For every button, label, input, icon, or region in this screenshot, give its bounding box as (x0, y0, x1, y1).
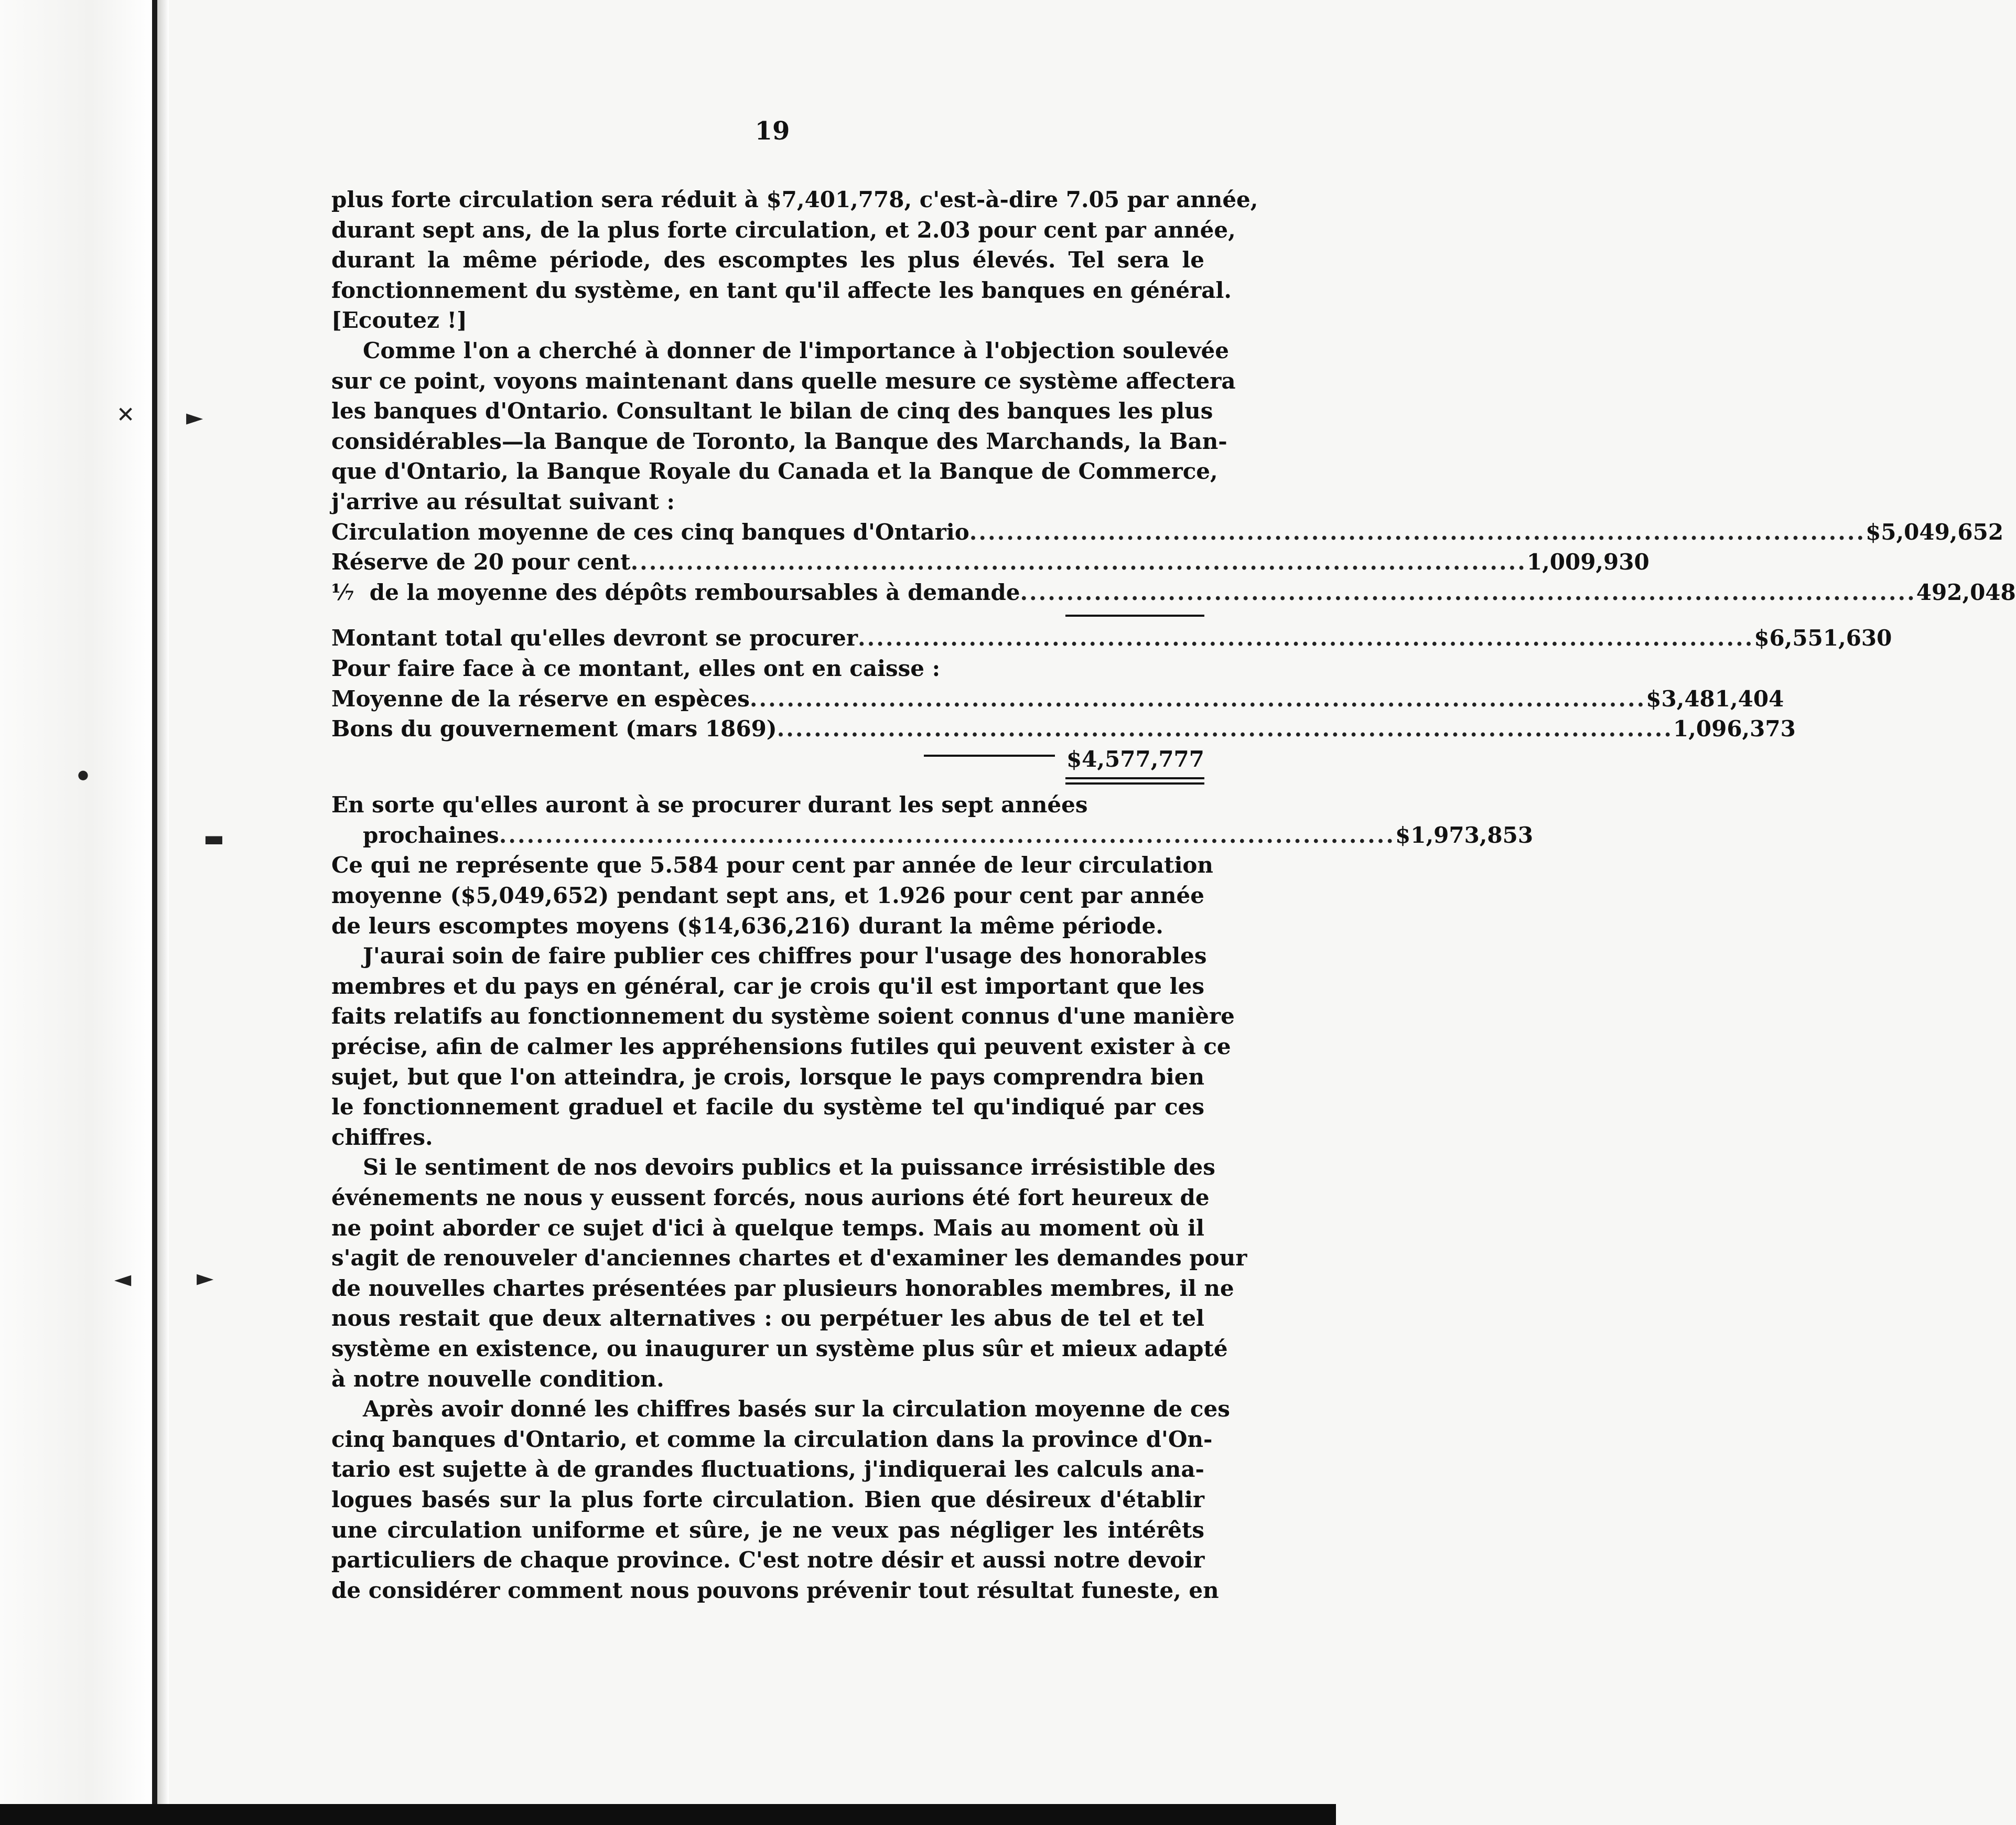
sum-rule-row (331, 774, 1204, 790)
table-row (331, 820, 1534, 851)
text-line: particuliers de chaque province. C'est notre désir et aussi notre devoir (331, 1547, 1205, 1573)
text-line: sujet, but que l'on atteindra, je crois, lorsque le pays comprendra bien (331, 1064, 1204, 1090)
text-line: ne point aborder ce sujet d'ici à quelque temps. Mais au moment où il (331, 1215, 1204, 1241)
table-amount: 1,009,930 (1526, 549, 1650, 575)
text-line: fonctionnement du système, en tant qu'il affecte les banques en général. (331, 277, 1232, 303)
text-line: Si le sentiment de nos devoirs publics et la puissance irrésistible des (363, 1154, 1215, 1180)
table-row (331, 547, 1650, 577)
text-line: faits relatifs au fonctionnement du système soient connus d'une manière (331, 1003, 1235, 1029)
text-line: nous restait que deux alternatives : ou perpétuer les abus de tel et tel (331, 1305, 1204, 1332)
text-line: que d'Ontario, la Banque Royale du Canada et la Banque de Commerce, (331, 458, 1218, 485)
sum-rule (1065, 615, 1204, 617)
text-line: de nouvelles chartes présentées par plusieurs honorables membres, il ne (331, 1275, 1234, 1301)
text-line: Après avoir donné les chiffres basés sur la circulation moyenne de ces (363, 1396, 1230, 1422)
text-line: les banques d'Ontario. Consultant le bilan de cinq des banques les plus (331, 398, 1213, 424)
leader-dots: ................................................................................................. (499, 822, 1396, 848)
table-label: Bons du gouvernement (mars 1869) (331, 716, 777, 742)
table-row (331, 623, 1892, 653)
text-line: plus forte circulation sera réduit à $7,401,778, c'est-à-dire 7.05 par année, (331, 187, 1258, 212)
text-line: de considérer comment nous pouvons prévenir tout résultat funeste, en (331, 1577, 1219, 1603)
leader-dots: ................................................................................................. (630, 549, 1527, 575)
text-line: logues basés sur la plus forte circulation. Bien que désireux d'établir (331, 1486, 1204, 1512)
table-row (331, 684, 1784, 714)
text-line: le fonctionnement graduel et facile du système tel qu'indiqué par ces (331, 1094, 1204, 1120)
table-amount: 492,048 (1916, 579, 2016, 605)
sum-rule (1065, 782, 1204, 785)
table-row: Pour faire face à ce montant, elles ont en caisse : (331, 655, 941, 681)
table-row (331, 577, 2016, 608)
binding-arrow-left-icon: ◄ (114, 1266, 132, 1292)
table-label: Montant total qu'elles devront se procurer (331, 625, 858, 651)
binding-dot-icon: ● (78, 767, 89, 782)
text-line: durant la même période, des escomptes les plus élevés. Tel sera le (331, 247, 1204, 273)
table-row (331, 714, 1796, 744)
page-number: 19 (754, 116, 790, 146)
leader-dots: ................................................................................................. (857, 625, 1754, 651)
table-row (331, 744, 1204, 775)
table-row: En sorte qu'elles auront à se procurer durant les sept années (331, 792, 1088, 818)
leader-dots: ................................................................................................. (777, 716, 1674, 742)
binding-mark-icon: ✕ (116, 402, 135, 427)
table-label: Moyenne de la réserve en espèces (331, 685, 750, 712)
binding-arrow-icon: ► (186, 404, 203, 430)
fraction-one-seventh: ⅐ (331, 579, 354, 605)
text-line: tario est sujette à de grandes fluctuations, j'indiquerai les calculs ana- (331, 1456, 1204, 1483)
table-row (331, 517, 2004, 548)
text-line: J'aurai soin de faire publier ces chiffres pour l'usage des honorables (363, 943, 1207, 969)
leader-dots: ................................................................................................. (1020, 579, 1916, 605)
text-line: membres et du pays en général, car je crois qu'il est important que les (331, 973, 1204, 999)
table-label (331, 577, 1020, 608)
table-amount: $1,973,853 (1395, 822, 1534, 848)
leader-dots: ................................................................................................. (969, 519, 1866, 545)
text-line: considérables—la Banque de Toronto, la Banque des Marchands, la Ban- (331, 428, 1227, 454)
table-label: prochaines (363, 822, 499, 848)
sum-rule (1065, 777, 1204, 779)
table-label: Circulation moyenne de ces cinq banques d'Ontario (331, 519, 969, 545)
binding-dash-icon: ▬ (203, 825, 224, 851)
binding-arrow-right-icon: ► (197, 1265, 214, 1291)
table-amount: 1,096,373 (1673, 716, 1796, 742)
sum-rule-row (331, 607, 1204, 623)
table-amount: $4,577,777 (1066, 746, 1204, 772)
page-gutter (157, 0, 169, 1825)
text-line: système en existence, ou inaugurer un système plus sûr et mieux adapté (331, 1335, 1228, 1361)
book-spine-shadow (152, 0, 157, 1825)
text-line: précise, afin de calmer les appréhensions futiles qui peuvent exister à ce (331, 1034, 1231, 1060)
text-line: s'agit de renouveler d'anciennes chartes et d'examiner les demandes pour (331, 1245, 1247, 1271)
text-line: chiffres. (331, 1124, 433, 1150)
table-amount: $5,049,652 (1866, 519, 2004, 545)
scan-bottom-border (0, 1804, 1336, 1825)
text-line: Ce qui ne représente que 5.584 pour cent par année de leur circulation (331, 852, 1213, 878)
text-line: cinq banques d'Ontario, et comme la circulation dans la province d'On- (331, 1426, 1213, 1452)
text-line: Comme l'on a cherché à donner de l'importance à l'objection soulevée (363, 337, 1229, 363)
text-line: à notre nouvelle condition. (331, 1366, 664, 1392)
table-amount: $6,551,630 (1754, 625, 1892, 651)
table-label: Réserve de 20 pour cent (331, 549, 631, 575)
leader-dots: ................................................................................................. (749, 685, 1646, 712)
text-line: durant sept ans, de la plus forte circulation, et 2.03 pour cent par année, (331, 217, 1236, 243)
text-line: une circulation uniforme et sûre, je ne veux pas négliger les intérêts (331, 1517, 1204, 1543)
text-line: sur ce point, voyons maintenant dans quelle mesure ce système affectera (331, 368, 1236, 394)
text-line: de leurs escomptes moyens ($14,636,216) durant la même période. (331, 913, 1163, 939)
table-amount: $3,481,404 (1646, 685, 1784, 712)
text-line: [Ecoutez !] (331, 307, 467, 334)
subtotal-rule (924, 755, 1055, 757)
body-text (331, 185, 2016, 1605)
text-line: événements ne nous y eussent forcés, nous aurions été fort heureux de (331, 1185, 1210, 1210)
text-line: j'arrive au résultat suivant : (331, 488, 675, 514)
depots-label: de la moyenne des dépôts remboursables à demande (369, 579, 1020, 605)
text-line: moyenne ($5,049,652) pendant sept ans, et 1.926 pour cent par année (331, 883, 1204, 909)
facing-page-margin (0, 0, 152, 1825)
